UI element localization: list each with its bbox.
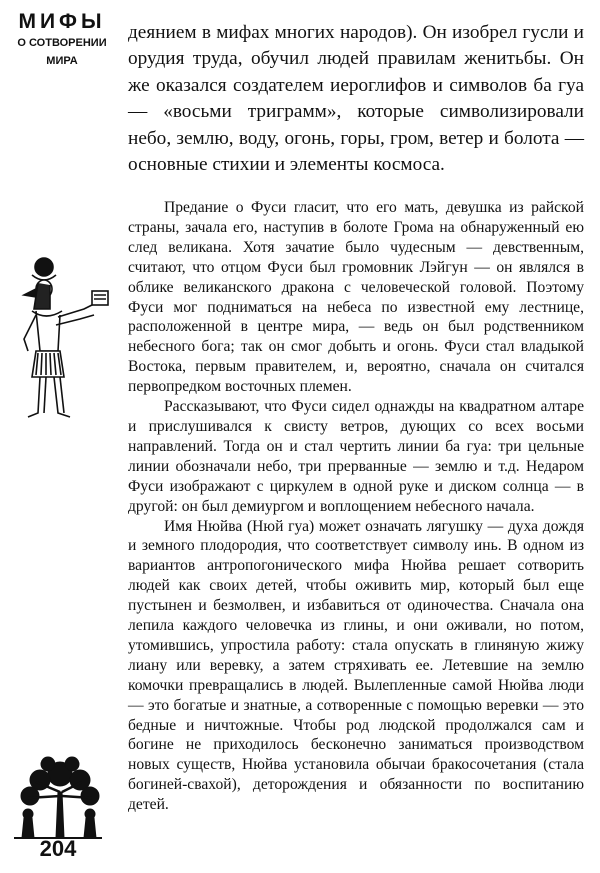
large-text-block <box>128 20 584 178</box>
page-number: 204 <box>39 836 77 861</box>
header-title-line3: МИРА <box>46 55 78 67</box>
header-title-line2: О СОТВОРЕНИИ <box>17 37 107 49</box>
running-header <box>8 10 116 70</box>
paragraph-fuxi-bagua: Рассказывают, что Фуси сидел однажды на квадратном алтаре и прислушивался к свисту ветров, дующих со всех восьми направлений. Тогда он и стал чертить линии ба гуа: три цельные линии обозначали небо, три прерванные — землю и т.д. Недаром Фуси изображают с циркулем в одной руке и диском солнца — в другой: он был демиургом и воплощением небесного начала. <box>128 398 584 515</box>
large-paragraph: деянием в мифах многих народов). Он изобрел гусли и орудия труда, обучил людей правилам женитьбы. Он же оказался создателем иероглифов и символов ба гуа — «восьми триграмм», которые символизировали небо, землю, воду, огонь, горы, гром, ветер и болота — основные стихии и элементы космоса. <box>128 22 584 176</box>
body-text-block <box>128 198 584 815</box>
paragraph-fuxi-legend: Предание о Фуси гласит, что его мать, девушка из райской страны, зачала его, наступив в болоте Грома на обнаруженный ею след великана. Хотя зачатие было чудесным — девственным, считают, что отцом Фуси был громовник Лэйгун — он являлся в облике великанского дракона с человеческой головой. Поэтому Фуси мог подниматься на небеса по известной ему лестнице, расположенной в центре мира, — ведь он был родственником небесного бога; так он смог добыть и огонь. Фуси стал владыкой Востока, первым правителем, и, вероятно, сначала он считался первопредком восточных племен. <box>128 199 584 396</box>
paragraph-nuwa: Имя Нюйва (Нюй гуа) может означать лягушку — духа дождя и земного плодородия, что соответствует символу инь. В одном из вариантов антропогонического мифа Нюйва решает сотворить людей как своих детей, чтобы оживить мир, который был еще пустынен и безмолвен, и избавиться от одиночества. Сначала она лепила каждого человечка из глины, и они оживали, но потом, утомившись, упростила работу: стала опускать в глиняную жижу лиану или веревку, а затем стряхивать ее. Летевшие на землю комочки превращались в людей. Вылепленные самой Нюйва люди — это богатые и знатные, а сотворенные с помощью веревки — это бедные и ничтожные. Чтобы род людской продолжался сам и богине не приходилось бесконечно заниматься производством новых существ, Нюйва установила обычаи бракосочетания (стала богиней-свахой), деторождения и обязанности по воспитанию детей. <box>128 517 584 814</box>
header-title-myths: МИФЫ <box>18 10 106 33</box>
egyptian-deity-figure <box>14 255 124 420</box>
tree-illustration <box>10 752 106 840</box>
